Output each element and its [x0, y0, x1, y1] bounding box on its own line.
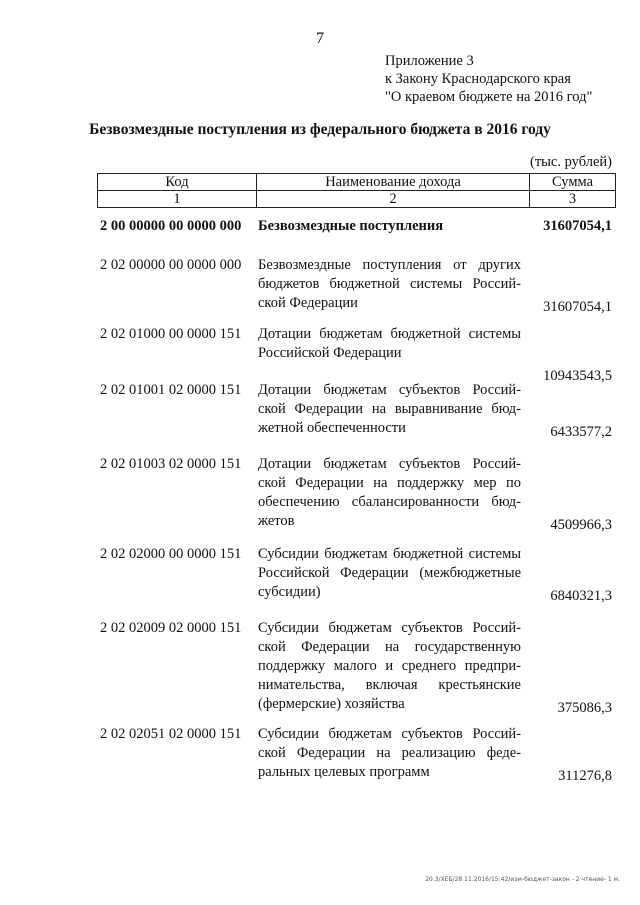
- row-code: 2 02 01000 00 0000 151: [100, 326, 242, 342]
- row-name-line: нимательства, включая крестьянские: [258, 677, 521, 693]
- row-name-line: Российской Федерации: [258, 345, 402, 361]
- row-name-line: бюджетов бюджетной системы Россий-: [258, 276, 521, 292]
- row-name-line: ской Федерации на государственную: [258, 639, 521, 655]
- document-title: Безвозмездные поступления из федерального бюджета в 2016 году: [89, 121, 551, 138]
- row-name: [258, 455, 521, 531]
- header-name: Наименование дохода: [257, 174, 530, 191]
- header-num-name: 2: [257, 191, 530, 208]
- row-name-line: ской Федерации на выравнивание бюд-: [258, 401, 521, 417]
- row-name-line: Дотации бюджетам бюджетной системы: [258, 326, 521, 342]
- header-sum: Сумма: [530, 174, 616, 191]
- row-name-line: поддержку малого и среднего предпри-: [258, 658, 521, 674]
- table-header: [97, 173, 616, 208]
- row-name: [258, 545, 521, 602]
- appendix-line-1: Приложение 3: [385, 53, 474, 69]
- row-code: 2 02 01001 02 0000 151: [100, 382, 242, 398]
- footer-stamp: 20.3/ХЕБ/28 11.2016/15:42/изм-бюджет-закон - 2 чтение- 1 м.: [425, 876, 620, 883]
- appendix-note: [385, 52, 592, 106]
- appendix-line-3: "О краевом бюджете на 2016 год": [385, 89, 593, 105]
- row-name-line: Безвозмездные поступления: [258, 218, 444, 234]
- header-row-labels: [98, 174, 616, 191]
- row-code: 2 02 02000 00 0000 151: [100, 546, 242, 562]
- row-name: [258, 725, 521, 782]
- row-code: 2 02 02051 02 0000 151: [100, 726, 242, 742]
- row-sum: 375086,3: [557, 700, 612, 716]
- page-number: 7: [316, 30, 324, 47]
- row-sum: 4509966,3: [550, 517, 612, 533]
- header-num-code: 1: [98, 191, 257, 208]
- header-code: Код: [98, 174, 257, 191]
- row-name-line: ской Федерации на поддержку мер по: [258, 475, 521, 491]
- row-sum: 6840321,3: [550, 588, 612, 604]
- row-name-line: Субсидии бюджетам субъектов Россий-: [258, 620, 521, 636]
- row-name-line: Дотации бюджетам субъектов Россий-: [258, 382, 521, 398]
- row-sum: 311276,8: [558, 768, 612, 784]
- row-code: 2 02 02009 02 0000 151: [100, 620, 242, 636]
- row-name-line: обеспечению сбалансированности бюд-: [258, 494, 521, 510]
- row-sum: 6433577,2: [550, 424, 612, 440]
- row-name: [258, 217, 521, 236]
- row-sum: 31607054,1: [543, 218, 612, 234]
- row-code: 2 00 00000 00 0000 000: [100, 218, 242, 234]
- units-label: (тыс. рублей): [530, 154, 612, 170]
- row-name-line: ской Федерации: [258, 295, 358, 311]
- row-code: 2 02 01003 02 0000 151: [100, 456, 242, 472]
- row-name-line: субсидии): [258, 584, 321, 600]
- row-name-line: жетов: [258, 513, 295, 529]
- row-sum: 10943543,5: [543, 368, 612, 384]
- row-name-line: ральных целевых программ: [258, 764, 430, 780]
- row-name-line: (фермерские) хозяйства: [258, 696, 405, 712]
- row-name-line: Субсидии бюджетам субъектов Россий-: [258, 726, 521, 742]
- row-name-line: ской Федерации на реализацию феде-: [258, 745, 521, 761]
- row-sum: 31607054,1: [543, 299, 612, 315]
- row-name-line: Российской Федерации (межбюджетные: [258, 565, 521, 581]
- row-name: [258, 381, 521, 438]
- header-row-numbers: [98, 191, 616, 208]
- appendix-line-2: к Закону Краснодарского края: [385, 71, 571, 87]
- row-name-line: Субсидии бюджетам бюджетной системы: [258, 546, 521, 562]
- row-name-line: жетной обеспеченности: [258, 420, 406, 436]
- row-name-line: Дотации бюджетам субъектов Россий-: [258, 456, 521, 472]
- row-name-line: Безвозмездные поступления от других: [258, 257, 521, 273]
- header-num-sum: 3: [530, 191, 616, 208]
- row-code: 2 02 00000 00 0000 000: [100, 257, 242, 273]
- row-name: [258, 619, 521, 714]
- row-name: [258, 256, 521, 313]
- row-name: [258, 325, 521, 363]
